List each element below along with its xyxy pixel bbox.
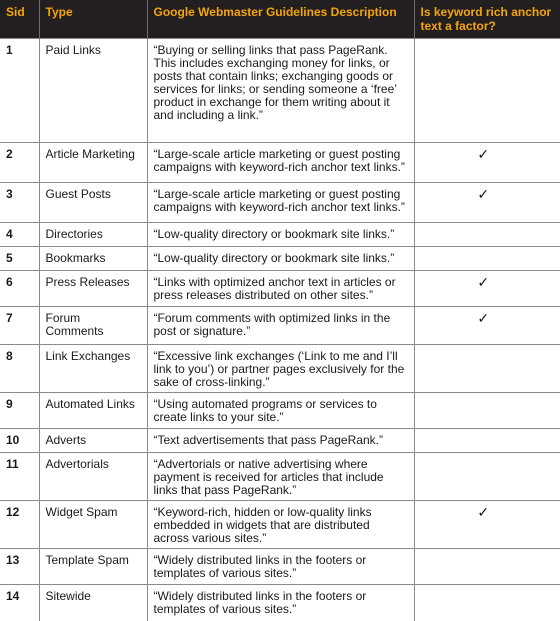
row-description: “Widely distributed links in the footers or templates of various sites.” <box>147 585 414 621</box>
row-factor-check: ✓ <box>414 501 560 549</box>
row-type: Advertorials <box>39 453 147 501</box>
table-row <box>0 271 560 307</box>
row-factor-check: ✓ <box>414 271 560 307</box>
row-type: Paid Links <box>39 39 147 143</box>
table-row <box>0 549 560 585</box>
row-factor-check: ✓ <box>414 143 560 183</box>
row-type: Forum Comments <box>39 307 147 345</box>
table-row <box>0 143 560 183</box>
row-sid: 13 <box>0 549 39 585</box>
row-type: Link Exchanges <box>39 345 147 393</box>
header-type: Type <box>39 0 147 39</box>
row-description: “Large-scale article marketing or guest posting campaigns with keyword-rich anchor text links.” <box>147 143 414 183</box>
row-factor-check <box>414 223 560 247</box>
row-sid: 14 <box>0 585 39 621</box>
row-type: Automated Links <box>39 393 147 429</box>
table-row <box>0 183 560 223</box>
row-factor-check: ✓ <box>414 183 560 223</box>
row-type: Article Marketing <box>39 143 147 183</box>
row-sid: 1 <box>0 39 39 143</box>
row-factor-check <box>414 393 560 429</box>
table-body <box>0 39 560 621</box>
row-factor-check <box>414 247 560 271</box>
row-type: Template Spam <box>39 549 147 585</box>
table-row <box>0 223 560 247</box>
row-type: Bookmarks <box>39 247 147 271</box>
header-factor: Is keyword rich anchor text a factor? <box>414 0 560 39</box>
table-row <box>0 247 560 271</box>
row-description: “Large-scale article marketing or guest posting campaigns with keyword-rich anchor text links.” <box>147 183 414 223</box>
row-type: Guest Posts <box>39 183 147 223</box>
row-type: Widget Spam <box>39 501 147 549</box>
row-factor-check <box>414 453 560 501</box>
row-description: “Forum comments with optimized links in the post or signature.” <box>147 307 414 345</box>
row-factor-check <box>414 549 560 585</box>
row-sid: 10 <box>0 429 39 453</box>
row-description: “Low-quality directory or bookmark site links.” <box>147 223 414 247</box>
row-sid: 9 <box>0 393 39 429</box>
row-factor-check <box>414 429 560 453</box>
row-description: “Text advertisements that pass PageRank.” <box>147 429 414 453</box>
row-sid: 8 <box>0 345 39 393</box>
header-row <box>0 0 560 39</box>
row-description: “Excessive link exchanges (‘Link to me and I’ll link to you’) or partner pages exclusively for the sake of cross-linking.” <box>147 345 414 393</box>
table-row <box>0 345 560 393</box>
row-description: “Buying or selling links that pass PageRank. This includes exchanging money for links, or posts that contain links; exchanging goods or services for links; or sending someone a ‘free’ product in exchange for them writing about it and including a link.” <box>147 39 414 143</box>
row-sid: 5 <box>0 247 39 271</box>
row-sid: 11 <box>0 453 39 501</box>
table-row <box>0 307 560 345</box>
row-description: “Low-quality directory or bookmark site links.” <box>147 247 414 271</box>
row-sid: 3 <box>0 183 39 223</box>
table-row <box>0 393 560 429</box>
row-factor-check <box>414 585 560 621</box>
row-factor-check <box>414 39 560 143</box>
row-description: “Advertorials or native advertising where payment is received for articles that include links that pass PageRank.” <box>147 453 414 501</box>
row-description: “Keyword-rich, hidden or low-quality links embedded in widgets that are distributed across various sites.” <box>147 501 414 549</box>
header-description: Google Webmaster Guidelines Description <box>147 0 414 39</box>
row-sid: 7 <box>0 307 39 345</box>
table-row <box>0 501 560 549</box>
row-description: “Widely distributed links in the footers or templates of various sites.” <box>147 549 414 585</box>
row-sid: 12 <box>0 501 39 549</box>
table-row <box>0 429 560 453</box>
row-type: Sitewide <box>39 585 147 621</box>
row-factor-check: ✓ <box>414 307 560 345</box>
row-type: Press Releases <box>39 271 147 307</box>
row-sid: 2 <box>0 143 39 183</box>
row-factor-check <box>414 345 560 393</box>
row-description: “Links with optimized anchor text in articles or press releases distributed on other sites.” <box>147 271 414 307</box>
table-row <box>0 453 560 501</box>
row-type: Adverts <box>39 429 147 453</box>
row-sid: 4 <box>0 223 39 247</box>
row-description: “Using automated programs or services to create links to your site.” <box>147 393 414 429</box>
row-type: Directories <box>39 223 147 247</box>
table-row <box>0 585 560 621</box>
table-row <box>0 39 560 143</box>
header-sid: Sid <box>0 0 39 39</box>
row-sid: 6 <box>0 271 39 307</box>
